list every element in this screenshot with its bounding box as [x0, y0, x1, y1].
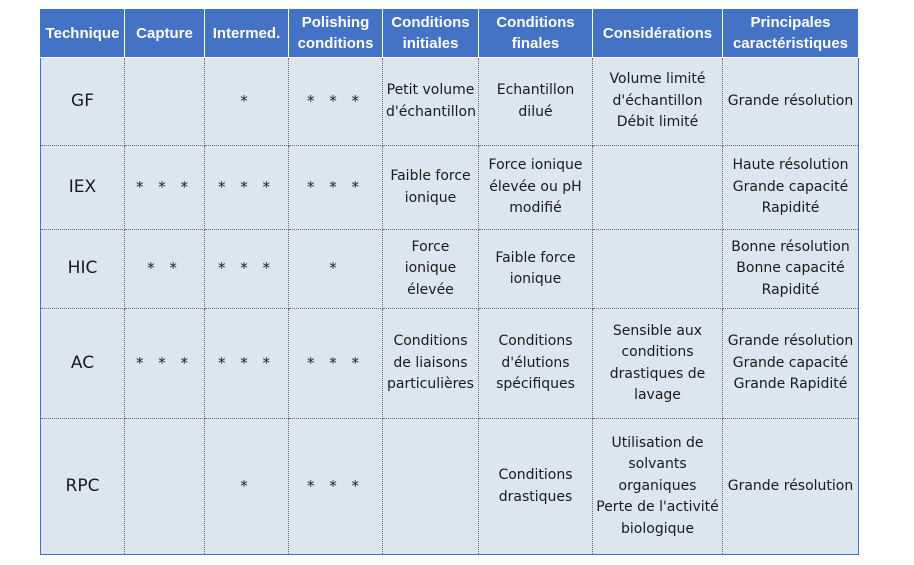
cell-considerations: Volume limité d'échantillon Débit limité — [593, 58, 723, 146]
table-row-hic — [41, 230, 859, 309]
cell-technique: RPC — [41, 419, 125, 555]
cell-technique: HIC — [41, 230, 125, 309]
header-considerations: Considérations — [593, 9, 723, 58]
header-polishing-conditions: Polishing conditions — [289, 9, 383, 58]
table-row-iex — [41, 146, 859, 230]
cell-technique: AC — [41, 309, 125, 419]
cell-conditions-finales: Conditions drastiques — [479, 419, 593, 555]
chromatography-comparison-table-container — [40, 9, 858, 555]
header-principales-caracteristiques: Principales caractéristiques — [723, 9, 859, 58]
cell-conditions-initiales: Force ionique élevée — [383, 230, 479, 309]
cell-caracteristiques: Grande résolution — [723, 58, 859, 146]
cell-intermed: * * * — [205, 309, 289, 419]
cell-intermed: * * * — [205, 230, 289, 309]
header-technique: Technique — [41, 9, 125, 58]
cell-polishing: * * * — [289, 309, 383, 419]
cell-capture: * * * — [125, 309, 205, 419]
cell-considerations — [593, 230, 723, 309]
cell-technique: IEX — [41, 146, 125, 230]
cell-capture — [125, 58, 205, 146]
cell-polishing: * * * — [289, 58, 383, 146]
header-intermed: Intermed. — [205, 9, 289, 58]
cell-conditions-finales: Conditions d'élutions spécifiques — [479, 309, 593, 419]
cell-caracteristiques: Haute résolution Grande capacité Rapidité — [723, 146, 859, 230]
cell-conditions-finales: Faible force ionique — [479, 230, 593, 309]
table-row-gf — [41, 58, 859, 146]
cell-polishing: * — [289, 230, 383, 309]
table-row-ac — [41, 309, 859, 419]
header-row — [41, 9, 859, 58]
table-row-rpc — [41, 419, 859, 555]
cell-intermed: * * * — [205, 146, 289, 230]
cell-conditions-initiales: Petit volume d'échantillon — [383, 58, 479, 146]
cell-technique: GF — [41, 58, 125, 146]
header-conditions-initiales: Conditions initiales — [383, 9, 479, 58]
cell-capture: * * * — [125, 146, 205, 230]
cell-considerations: Utilisation de solvants organiques Perte de l'activité biologique — [593, 419, 723, 555]
cell-polishing: * * * — [289, 419, 383, 555]
cell-capture: * * — [125, 230, 205, 309]
cell-caracteristiques: Grande résolution Grande capacité Grande Rapidité — [723, 309, 859, 419]
chromatography-comparison-table — [40, 9, 859, 555]
cell-polishing: * * * — [289, 146, 383, 230]
cell-conditions-finales: Echantillon dilué — [479, 58, 593, 146]
cell-caracteristiques: Bonne résolution Bonne capacité Rapidité — [723, 230, 859, 309]
cell-conditions-initiales: Conditions de liaisons particulières — [383, 309, 479, 419]
cell-considerations — [593, 146, 723, 230]
cell-conditions-initiales — [383, 419, 479, 555]
cell-conditions-finales: Force ionique élevée ou pH modifié — [479, 146, 593, 230]
cell-considerations: Sensible aux conditions drastiques de lavage — [593, 309, 723, 419]
header-conditions-finales: Conditions finales — [479, 9, 593, 58]
cell-conditions-initiales: Faible force ionique — [383, 146, 479, 230]
cell-intermed: * — [205, 419, 289, 555]
cell-intermed: * — [205, 58, 289, 146]
header-capture: Capture — [125, 9, 205, 58]
cell-caracteristiques: Grande résolution — [723, 419, 859, 555]
cell-capture — [125, 419, 205, 555]
